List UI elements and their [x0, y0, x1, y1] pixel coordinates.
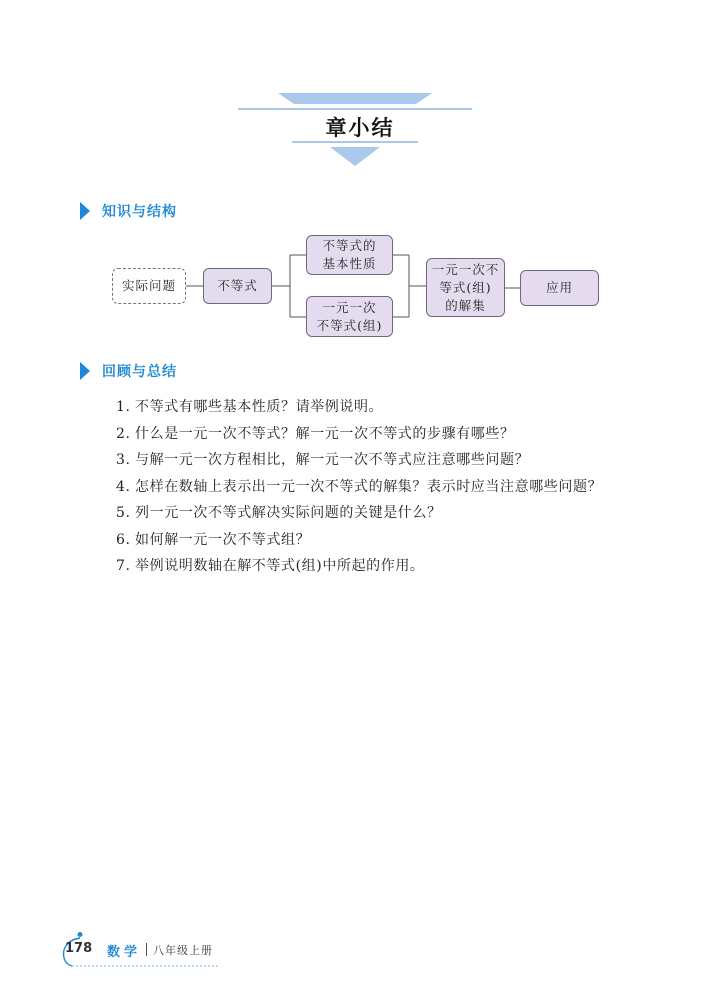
chapter-banner	[0, 0, 721, 180]
question-item: 7. 举例说明数轴在解不等式(组)中所起的作用。	[116, 558, 425, 574]
question-item: 6. 如何解一元一次不等式组？	[116, 531, 311, 548]
node-real-problem: 实际问题	[112, 268, 186, 304]
node-basic-properties: 不等式的 基本性质	[306, 235, 393, 275]
banner-decoration	[0, 0, 721, 180]
page-footer	[60, 932, 260, 972]
question-item: 5. 列一元一次不等式解决实际问题的关键是什么？	[116, 505, 442, 521]
question-item: 2. 什么是一元一次不等式？解一元一次不等式的步骤有哪些？	[116, 425, 515, 442]
question-item: 1. 不等式有哪些基本性质？请举例说明。	[116, 399, 384, 415]
footer-book-title: 八年级上册	[153, 944, 213, 957]
review-questions	[116, 394, 676, 580]
play-arrow-icon	[80, 202, 90, 220]
play-arrow-icon	[80, 362, 90, 380]
section-header-knowledge	[80, 199, 177, 223]
node-linear-inequality: 一元一次 不等式(组)	[306, 296, 393, 337]
section-header-review	[80, 359, 177, 383]
footer-divider	[146, 943, 147, 956]
question-item: 4. 怎样在数轴上表示出一元一次不等式的解集？表示时应当注意哪些问题？	[116, 478, 603, 495]
page-number: 178	[65, 941, 93, 956]
node-solution-set: 一元一次不 等式(组) 的解集	[426, 258, 505, 317]
question-item: 3. 与解一元一次方程相比，解一元一次不等式应注意哪些问题？	[116, 452, 530, 468]
chapter-title: 章小结	[325, 116, 395, 140]
section-title-review: 回顾与总结	[102, 364, 177, 380]
section-title-knowledge: 知识与结构	[102, 204, 177, 220]
node-application: 应用	[520, 270, 599, 306]
node-inequality: 不等式	[203, 268, 272, 304]
footer-subject: 数学	[107, 945, 142, 960]
